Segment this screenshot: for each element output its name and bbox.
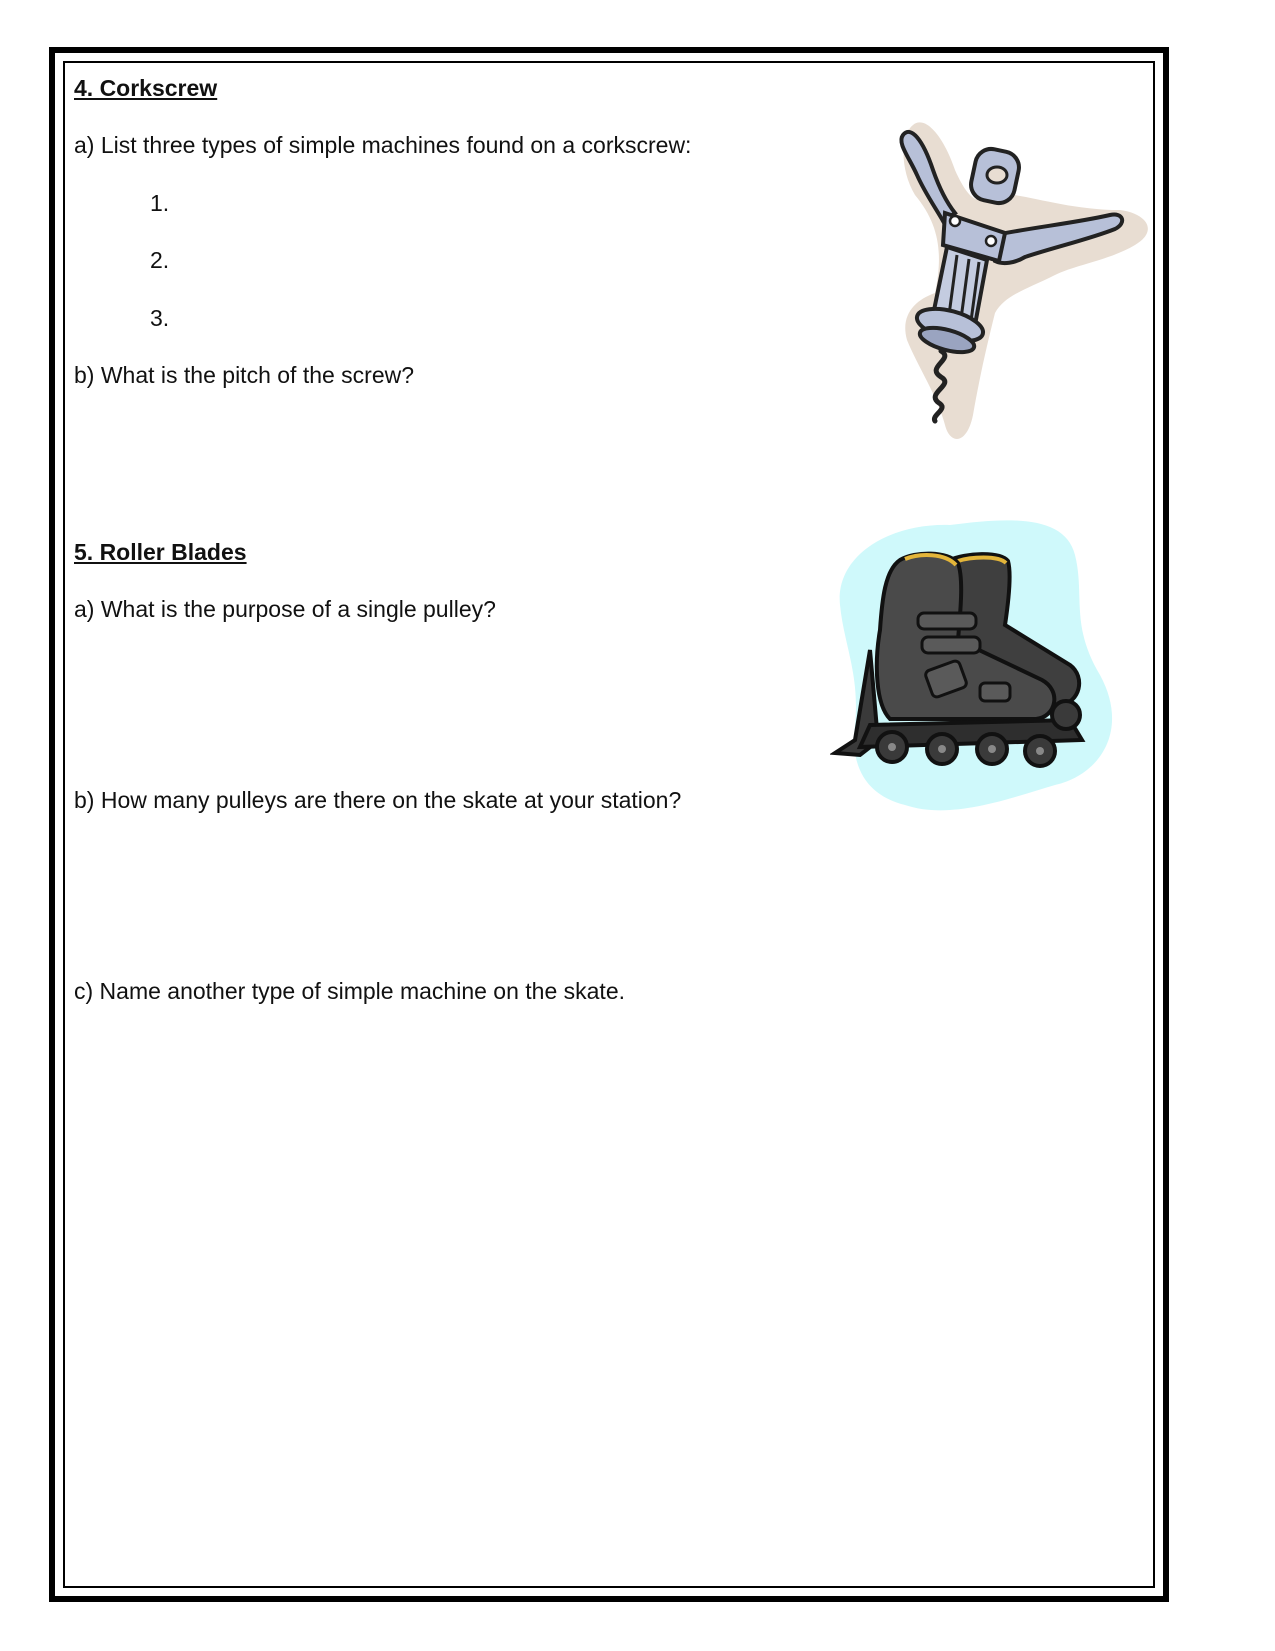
question-5c: c) Name another type of simple machine on the skate. (74, 978, 626, 1004)
question-4b: b) What is the pitch of the screw? (74, 362, 415, 388)
answer-line-3-label: 3. (150, 305, 170, 331)
section-heading-roller-blades: 5. Roller Blades (74, 539, 247, 565)
section-heading-corkscrew: 4. Corkscrew (74, 75, 218, 101)
question-4a: a) List three types of simple machines found on a corkscrew: (74, 132, 692, 158)
corkscrew-image (895, 115, 1180, 445)
roller-blades-image (830, 515, 1130, 820)
answer-line-2-label: 2. (150, 247, 170, 273)
question-5b: b) How many pulleys are there on the skate at your station? (74, 787, 682, 813)
answer-line-1-label: 1. (150, 190, 170, 216)
question-5a: a) What is the purpose of a single pulley? (74, 596, 496, 622)
